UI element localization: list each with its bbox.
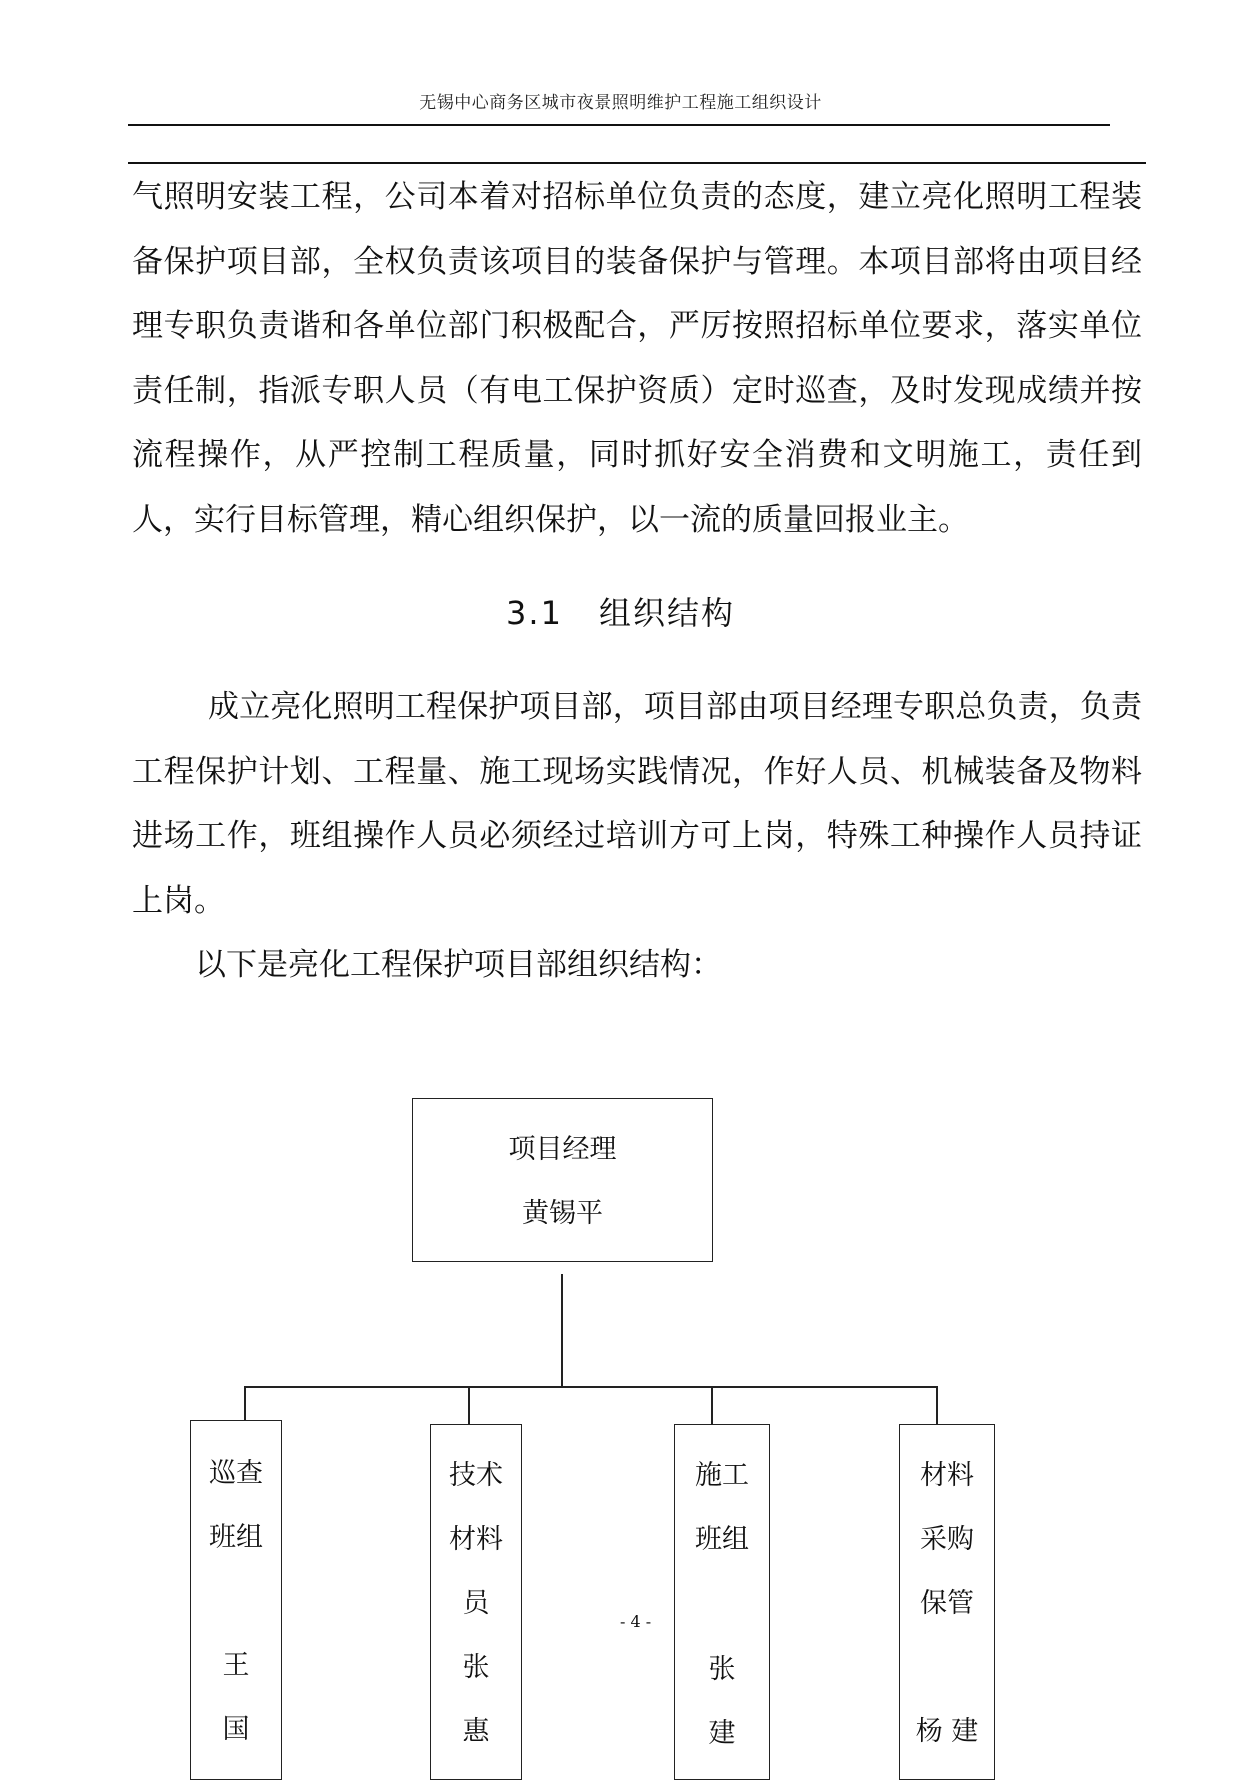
body-paragraph-1: 气照明安装工程，公司本着对招标单位负责的态度，建立亮化照明工程装备保护项目部，全权负责该项目的装备保护与管理。本项目部将由项目经理专职负责谐和各单位部门积极配合，严厉按照招标单位要求，落实单位责任制，指派专职人员（有电工保护资质）定时巡查，及时发现成绩并按流程操作，从严控制工程质量，同时抓好安全消费和文明施工，责任到人，实行目标管理，精心组织保护，以一流的质量回报业主。	[132, 179, 1142, 538]
connector-horizontal	[244, 1386, 937, 1388]
org-box-team-4	[899, 1424, 995, 1780]
team-2-line-2: 材料	[449, 1524, 503, 1555]
connector-drop-3	[711, 1386, 713, 1424]
org-box-team-3	[674, 1424, 770, 1780]
connector-drop-4	[936, 1386, 938, 1424]
team-3-line-1: 施工	[695, 1460, 749, 1491]
team-2-line-4: 张	[462, 1652, 490, 1683]
team-4-line-3: 保管	[920, 1588, 974, 1619]
section-title: 组织结构	[598, 594, 735, 632]
team-1-line-1: 巡查	[209, 1458, 263, 1489]
team-2-line-3: 员	[462, 1588, 490, 1619]
running-header: 无锡中心商务区城市夜景照明维护工程施工组织设计	[419, 93, 822, 113]
org-box-team-1	[190, 1420, 282, 1780]
team-3-line-4: 张	[708, 1654, 736, 1685]
manager-name: 黄锡平	[522, 1198, 603, 1229]
team-2-line-1: 技术	[449, 1460, 503, 1491]
connector-drop-2	[468, 1386, 470, 1424]
team-4-line-1: 材料	[920, 1460, 974, 1491]
header-rule-lower	[128, 162, 1146, 164]
connector-vertical-main	[561, 1274, 563, 1386]
team-1-line-4: 王	[222, 1650, 250, 1681]
team-4-line-2: 采购	[920, 1524, 974, 1555]
body-paragraph-2: 成立亮化照明工程保护项目部，项目部由项目经理专职总负责，负责工程保护计划、工程量、施工现场实践情况，作好人员、机械装备及物料进场工作，班组操作人员必须经过培训方可上岗，特殊工种操作人员持证上岗。	[132, 689, 1142, 919]
team-2-line-5: 惠	[462, 1716, 490, 1747]
section-number: 3.1	[506, 594, 563, 632]
manager-role: 项目经理	[508, 1134, 617, 1165]
connector-drop-1	[244, 1386, 246, 1420]
team-4-line-5: 杨 建	[915, 1716, 979, 1747]
team-1-line-2: 班组	[209, 1522, 263, 1553]
section-heading	[0, 588, 1241, 634]
team-3-line-2: 班组	[695, 1524, 749, 1555]
org-box-manager	[412, 1098, 713, 1262]
body-paragraph-3: 以下是亮化工程保护项目部组织结构：	[195, 947, 722, 983]
org-box-team-2	[430, 1424, 522, 1780]
team-3-line-5: 建	[708, 1718, 736, 1749]
page-number: - 4 -	[620, 1612, 652, 1631]
team-1-line-5: 国	[222, 1714, 250, 1745]
header-rule	[128, 124, 1110, 126]
